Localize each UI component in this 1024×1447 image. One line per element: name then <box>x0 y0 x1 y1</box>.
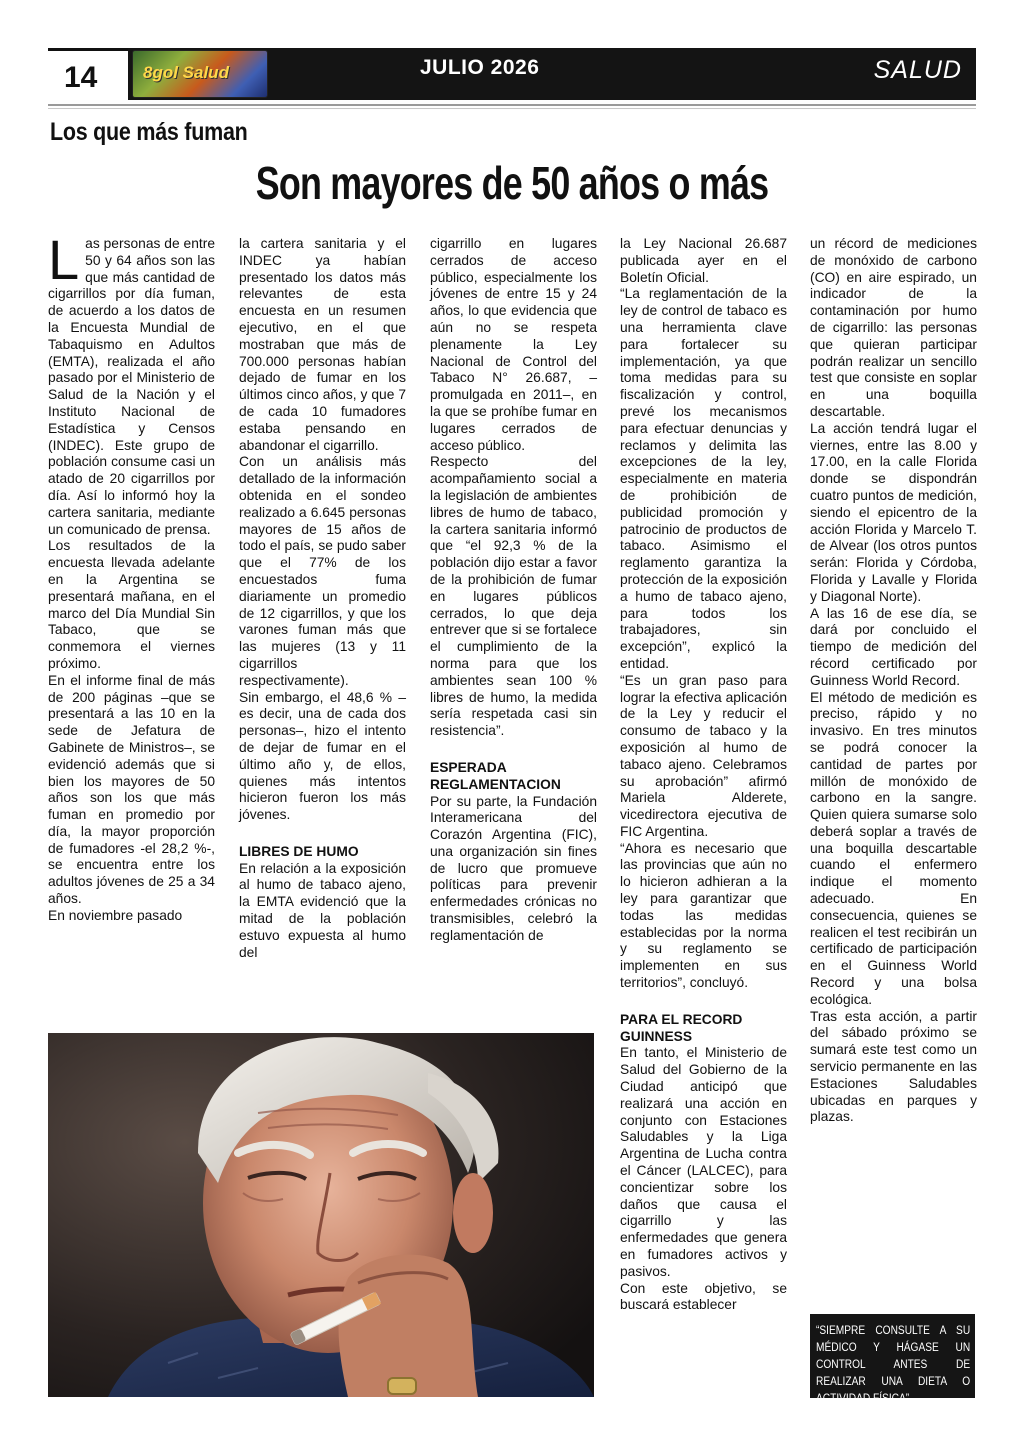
paragraph: “La reglamentación de la ley de control de tabaco es una herramienta clave para fortalecer su implementación, ya que toma medidas para su fiscalización y control, prevé los mecanismos para efectuar denuncias y reclamos y delimita las excepciones de la ley, especialmente en materia de prohibición de publicidad promoción y patrocinio de productos de tabaco. Asimismo el reglamento garantiza la protección de la exposición a humo de tabaco ajeno, para todos los trabajadores, sin excepción”, explicó la entidad. <box>620 286 787 671</box>
page-number: 14 <box>64 61 98 94</box>
drop-cap: L <box>48 228 80 291</box>
paragraph: Sin embargo, el 48,6 % –es decir, una de cada dos personas–, hizo el intento de dejar de fumar en el último año y, de ellos, quienes más intentos hicieron fueron los más jóvenes. <box>239 689 406 823</box>
paragraph <box>48 228 215 538</box>
paragraph: Con este objetivo, se buscará establecer <box>620 1280 787 1313</box>
paragraph: Con un análisis más detallado de la información obtenida en el sondeo realizado a 6.645 personas mayores de 15 años de todo el país, se pudo saber que el 77% de los encuestados fuma diariamente un promedio de 12 cigarrillos, y que los varones fuman más que las mujeres (13 y 11 cigarrillos respectivamente). <box>239 454 406 688</box>
subheading-record-guinness: PARA EL RECORD GUINNESS <box>620 1011 743 1044</box>
article-column-3 <box>430 236 597 945</box>
paragraph: En el informe final de más de 200 páginas –que se presentará a las 10 en la sede de Jefatura de Gabinete de Ministros–, se evidenció además que si bien los mayores de 50 años son los que más fuman en promedio por día, la mayor proporción de fumadores -el 28,2 %-, se encuentra entre los adultos jóvenes de 25 a 34 años. <box>48 672 215 907</box>
health-advice-callout <box>810 1314 975 1405</box>
paragraph: En noviembre pasado <box>48 907 183 923</box>
paragraph: la Ley Nacional 26.687 publicada ayer en el Boletín Oficial. <box>620 236 787 285</box>
paragraph: Por su parte, la Fundación Interamericana del Corazón Argentina (FIC), una organización sin fines de lucro que promueve políticas para prevenir enfermedades crónicas no transmisibles, celebró la reglamentación de <box>430 793 597 943</box>
paragraph: Respecto del acompañamiento social a la legislación de ambientes libres de humo de tabaco, la cartera sanitaria informó que “el 92,3 % de la población dijo estar a favor de la prohibición de fumar en lugares públicos cerrados, lo que deja entrever que si se fortalece el cumplimiento de la norma para que los ambientes sean 100 % libres de humo, la medida sería respetada casi sin resistencia”. <box>430 454 597 739</box>
paragraph: Los resultados de la encuesta llevada adelante en la Argentina se presentará mañana, en el marco del Día Mundial Sin Tabaco, que se conmemora el viernes próximo. <box>48 538 215 671</box>
paragraph: un récord de mediciones de monóxido de carbono (CO) en aire espirado, un indicador de la contaminación por humo de cigarrillo: las personas que quieran participar podrán realizar un sencillo test que consiste en soplar en una boquilla descartable. <box>810 236 977 419</box>
paragraph: Tras esta acción, a partir del sábado próximo se sumará este test como un servicio permanente en las Estaciones Saludables ubicadas en parques y plazas. <box>810 1008 977 1125</box>
article-headline: Son mayores de 50 años o más <box>255 157 769 209</box>
article-column-4 <box>620 236 787 1314</box>
paragraph: “Ahora es necesario que las provincias que aún no lo hicieron adhieran a la ley para garantizar que todas las medidas establecidas por la norma y su reglamento se implementen en sus territorios”, concluyó. <box>620 840 787 991</box>
publication-logo <box>132 50 268 98</box>
logo-text: 8gol Salud <box>143 63 229 82</box>
paragraph: El método de medición es preciso, rápido y no invasivo. En tres minutos se podrá conocer la cantidad de partes por millón de monóxido de carbono en la sangre. Quien quiera sumarse solo deberá soplar a través de una boquilla descartable cuando el enfermero indique el momento adecuado. En consecuencia, quienes se realicen el test recibirán un certificado de participación en el Guinness World Record y una bolsa ecológica. <box>810 689 977 1007</box>
paragraph: cigarrillo en lugares cerrados de acceso público, especialmente los jóvenes de entre 15 y 24 años, lo que evidencia que aún no se respeta plenamente la Ley Nacional de Control del Tabaco N° 26.687, –promulgada en 2011–, en la que se prohíbe fumar en lugares cerrados de acceso público. <box>430 236 597 453</box>
section-name: SALUD <box>873 56 962 84</box>
callout-text: “SIEMPRE CONSULTE A SU MÉDICO Y HÁGASE UN CONTROL ANTES DE REALIZAR UNA DIETA O ACTIVIDAD FÍSICA” <box>816 1323 971 1405</box>
article-column-5 <box>810 236 977 1126</box>
article-kicker: Los que más fuman <box>50 118 248 146</box>
smoker-portrait-image <box>48 1033 594 1397</box>
article-photo <box>48 1033 594 1397</box>
subheading-esperada-reglamentacion: ESPERADA REGLAMENTACION <box>430 759 561 792</box>
issue-date: JULIO 2026 <box>420 56 540 79</box>
article-column-1 <box>48 228 215 925</box>
paragraph: A las 16 de ese día, se dará por concluido el tiempo de medición del récord certificado por Guinness World Record. <box>810 605 977 688</box>
paragraph: “Es un gran paso para lograr la efectiva aplicación de la Ley y reducir el consumo de tabaco y la exposición al humo de tabaco ajeno. Celebramos su aprobación” afirmó Mariela Alderete, vicedirectora ejecutiva de FIC Argentina. <box>620 672 787 839</box>
paragraph-text: as personas de entre 50 y 64 años son las que más cantidad de cigarrillos por día fuman, de acuerdo a los datos de la Encuesta Mundial de Tabaquismo en Adultos (EMTA), realizada el año pasado por el Ministerio de Salud de la Nación y el Instituto Nacional de Estadística y Censos (INDEC). Este grupo de población consume casi un atado de 20 cigarrillos por día. Así lo informó hoy la cartera sanitaria, mediante un comunicado de prensa. <box>48 236 215 537</box>
header-rule-thin <box>48 108 976 109</box>
paragraph: La acción tendrá lugar el viernes, entre las 8.00 y 17.00, en la calle Florida donde se dispondrán cuatro puntos de medición, siendo el epicentro de la acción Florida y Marcelo T. de Alvear (los otros puntos serán: Florida y Córdoba, Florida y Lavalle y Florida y Diagonal Norte). <box>810 420 977 604</box>
header-rule <box>48 104 976 106</box>
page-number-box <box>48 48 128 100</box>
article-column-2 <box>239 236 406 961</box>
subheading-libres-de-humo: LIBRES DE HUMO <box>239 843 359 859</box>
paragraph: la cartera sanitaria y el INDEC ya habían presentado los datos más relevantes de esta encuesta en un resumen ejecutivo, en el que mostraban que más de 700.000 personas habían dejado de fumar en los últimos cinco años, y que 7 de cada 10 fumadores estaba pensando en abandonar el cigarrillo. <box>239 236 406 453</box>
paragraph: En tanto, el Ministerio de Salud del Gobierno de la Ciudad anticipó que realizará una acción en conjunto con Estaciones Saludables y la Liga Argentina de Lucha contra el Cáncer (LALCEC), para concientizar sobre los daños que causa el cigarrillo y las enfermedades que genera en fumadores activos y pasivos. <box>620 1045 787 1279</box>
paragraph: En relación a la exposición al humo de tabaco ajeno, la EMTA evidenció que la mitad de la población estuvo expuesta al humo del <box>239 860 406 960</box>
